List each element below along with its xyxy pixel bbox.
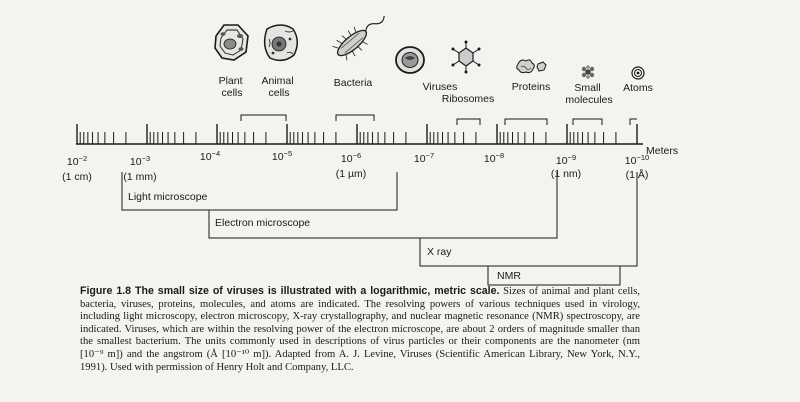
x-ray-range — [420, 172, 637, 266]
tick-label-1e-6: $10^{-6}$ — [340, 151, 362, 165]
viruses-label: Viruses — [422, 81, 458, 93]
tick-label-1e-10: $10^{-10}$ — [624, 153, 650, 167]
bacterium-icon — [330, 7, 391, 64]
ruler-ticks — [77, 124, 637, 144]
tick-label-1e-9: $10^{-9}$ — [555, 153, 577, 167]
tick-label-1e-5: $10^{-5}$ — [271, 149, 293, 163]
electron-microscope-label: Electron microscope — [215, 217, 311, 229]
tick-sub-1e-2: (1 cm) — [62, 171, 92, 183]
tick-label-1e-4: $10^{-4}$ — [199, 149, 221, 163]
bacteria-size-bracket — [336, 115, 374, 121]
small-molecule-icon — [582, 65, 594, 79]
caption-text: Sizes of animal and plant cells, bacteria, viruses, proteins, molecules, and atoms are indicated. The resolving powers of various techniques used in virology, including light microscopy, electron microscopy, X-ray crystallography, and nuclear magnetic resonance (NMR) spectroscopy, are indicated. Viruses, which are within the resolving power of the electron microscope, are about 2 orders of magnitude smaller than the smallest bacterium. The units commonly used in descriptions of virus particles or their components are the nanometer (nm [10⁻⁹ m]) and the angstrom (Å [10⁻¹⁰ m]). Adapted from A. J. Levine, Viruses (Scientific American Library, New York, N.Y., 1991). Used with permission of Henry Holt and Company, LLC. — [80, 286, 640, 373]
size-range-brackets — [241, 115, 637, 125]
tick-labels — [62, 149, 649, 183]
proteins-label: Proteins — [511, 81, 551, 93]
virus-icon — [396, 47, 424, 73]
x-ray-label: X ray — [427, 246, 452, 258]
ribosomes-label: Ribosomes — [441, 93, 495, 105]
resolving-power-ranges — [122, 172, 637, 285]
tick-sub-1e-10: (1 Å) — [625, 169, 649, 181]
light-microscope-label: Light microscope — [128, 191, 208, 203]
tick-sub-1e-6: (1 µm) — [335, 168, 367, 180]
log-scale-ruler — [76, 124, 678, 157]
plant-cell-icon — [215, 25, 248, 60]
cell-size-bracket — [241, 115, 286, 121]
tick-label-1e-3: $10^{-3}$ — [129, 154, 151, 168]
protein-size-bracket — [505, 119, 547, 125]
tick-sub-1e-3: (1 mm) — [123, 171, 157, 183]
protein-icon — [517, 60, 546, 73]
atom-icon — [632, 67, 644, 79]
ribosome-icon — [452, 41, 481, 74]
caption-title: Figure 1.8 The small size of viruses is illustrated with a logarithmic, metric scale. — [80, 285, 500, 297]
animal-cell-icon — [265, 25, 298, 60]
tick-label-1e-8: $10^{-8}$ — [483, 151, 505, 165]
tick-label-1e-2: $10^{-2}$ — [66, 154, 88, 168]
tick-sub-1e-9: (1 nm) — [550, 168, 582, 180]
atoms-label: Atoms — [623, 82, 653, 94]
plant-cells-label: Plant cells — [218, 75, 243, 99]
figure-caption — [80, 285, 640, 374]
small-molecules-label: Small molecules — [565, 82, 613, 106]
virus-size-bracket — [457, 119, 480, 125]
nmr-label: NMR — [497, 270, 521, 282]
tick-label-1e-7: $10^{-7}$ — [413, 151, 435, 165]
bacteria-label: Bacteria — [333, 77, 373, 89]
animal-cells-label: Animal cells — [261, 75, 294, 99]
atom-size-bracket — [630, 119, 637, 125]
small-molecule-size-bracket — [573, 119, 602, 125]
unit-label: Meters — [646, 145, 679, 157]
